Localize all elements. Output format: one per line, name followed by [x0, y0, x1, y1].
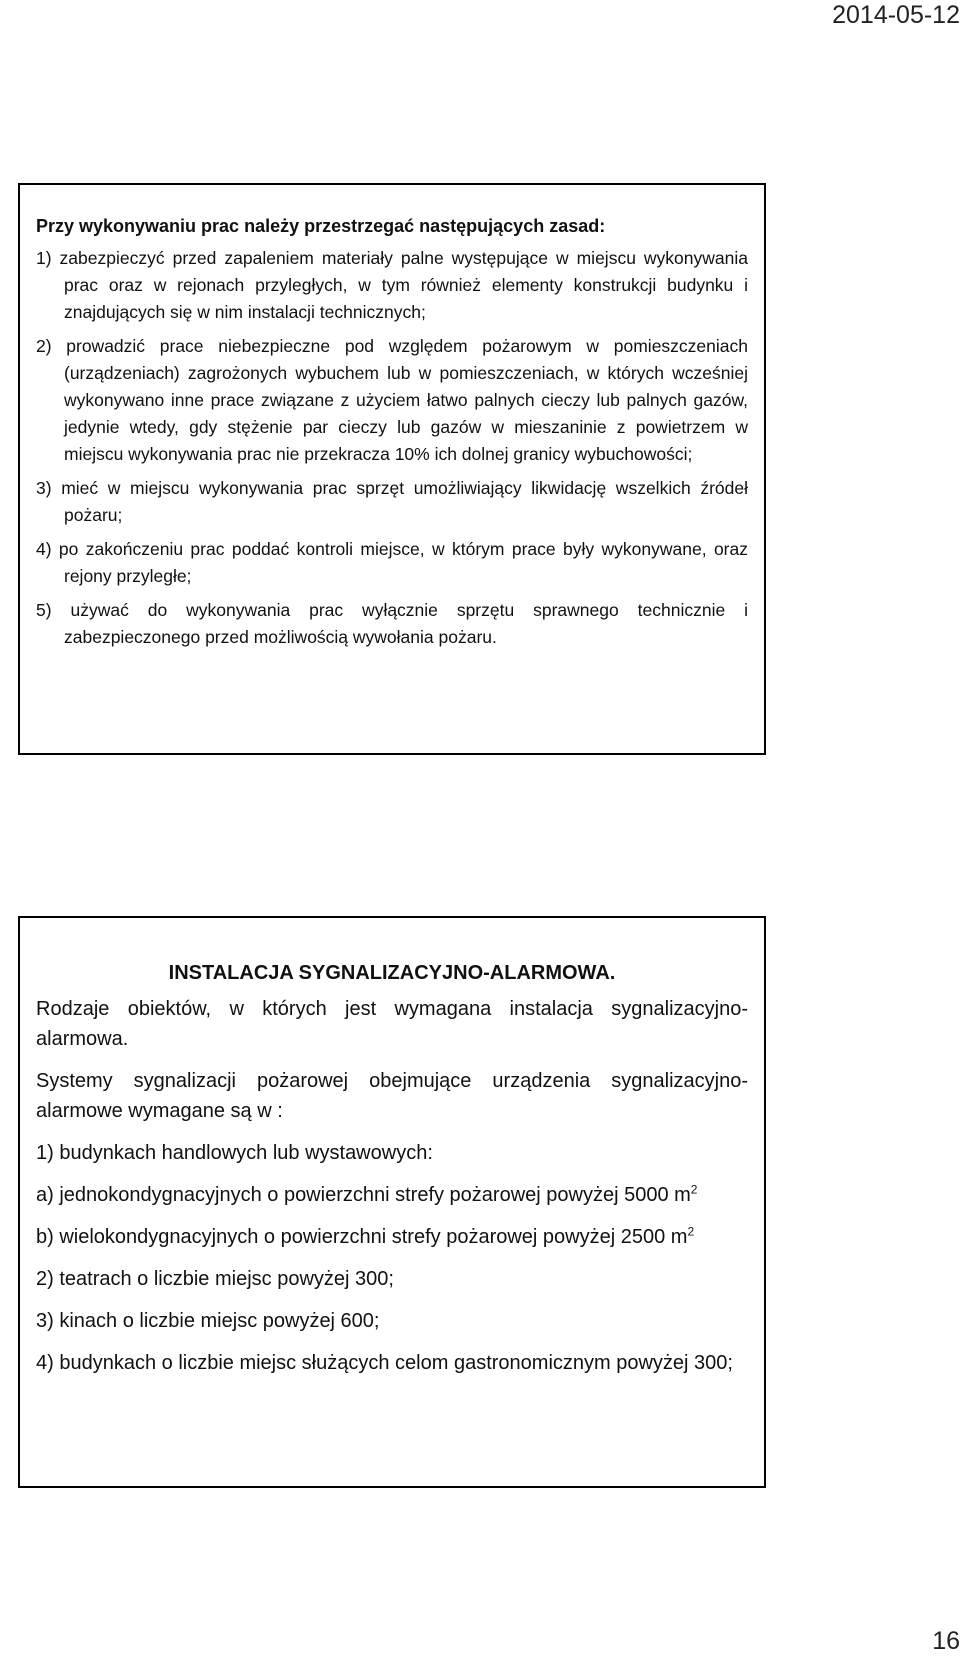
- slide-alarm-installation: [18, 916, 766, 1488]
- building-item-a: [36, 1180, 748, 1210]
- page-number: 16: [932, 1627, 960, 1655]
- area-unit-superscript: 2: [690, 1182, 698, 1197]
- slide2-systems: Systemy sygnalizacji pożarowej obejmujące urządzenia sygnalizacyjno-alarmowe wymagane są w :: [36, 1070, 748, 1122]
- rule-item-4: 4) po zakończeniu prac poddać kontroli miejsce, w którym prace były wykonywane, oraz rejony przyległe;: [36, 539, 748, 586]
- area-unit-superscript: 2: [687, 1224, 695, 1239]
- building-item-4: 4) budynkach o liczbie miejsc służących celom gastronomicznym powyżej 300;: [36, 1352, 733, 1374]
- rule-item-3: 3) mieć w miejscu wykonywania prac sprzęt umożliwiający likwidację wszelkich źródeł pożaru;: [36, 478, 748, 525]
- header-date: 2014-05-12: [832, 1, 960, 29]
- slide1-title: Przy wykonywaniu prac należy przestrzegać następujących zasad:: [36, 216, 606, 236]
- rule-item-1: 1) zabezpieczyć przed zapaleniem materiały palne występujące w miejscu wykonywania prac oraz w rejonach przyległych, w tym również elementy konstrukcji budynku i znajdujących się w nim instalacji technicznych;: [36, 248, 748, 322]
- building-item-b: [36, 1222, 748, 1252]
- building-item-1: 1) budynkach handlowych lub wystawowych:: [36, 1142, 433, 1164]
- rule-item-5: 5) używać do wykonywania prac wyłącznie sprzętu sprawnego technicznie i zabezpieczonego przed możliwością wywołania pożaru.: [36, 600, 748, 647]
- slide2-intro: Rodzaje obiektów, w których jest wymagana instalacja sygnalizacyjno-alarmowa.: [36, 998, 748, 1050]
- building-item-b-text: b) wielokondygnacyjnych o powierzchni strefy pożarowej powyżej 2500 m: [36, 1226, 688, 1248]
- building-item-3: 3) kinach o liczbie miejsc powyżej 600;: [36, 1310, 380, 1332]
- slide-fire-safety-rules: [18, 183, 766, 755]
- building-item-2: 2) teatrach o liczbie miejsc powyżej 300;: [36, 1268, 394, 1290]
- rule-item-2: 2) prowadzić prace niebezpieczne pod względem pożarowym w pomieszczeniach (urządzeniach) zagrożonych wybuchem lub w pomieszczeniach, w których wcześniej wykonywano inne prace związane z użyciem łatwo palnych cieczy lub palnych gazów, jedynie wtedy, gdy stężenie par cieczy lub gazów w mieszaninie z powietrzem w miejscu wykonywania prac nie przekracza 10% ich dolnej granicy wybuchowości;: [36, 336, 748, 464]
- building-item-a-text: a) jednokondygnacyjnych o powierzchni strefy pożarowej powyżej 5000 m: [36, 1184, 691, 1206]
- slide2-title: INSTALACJA SYGNALIZACYJNO-ALARMOWA.: [168, 962, 616, 984]
